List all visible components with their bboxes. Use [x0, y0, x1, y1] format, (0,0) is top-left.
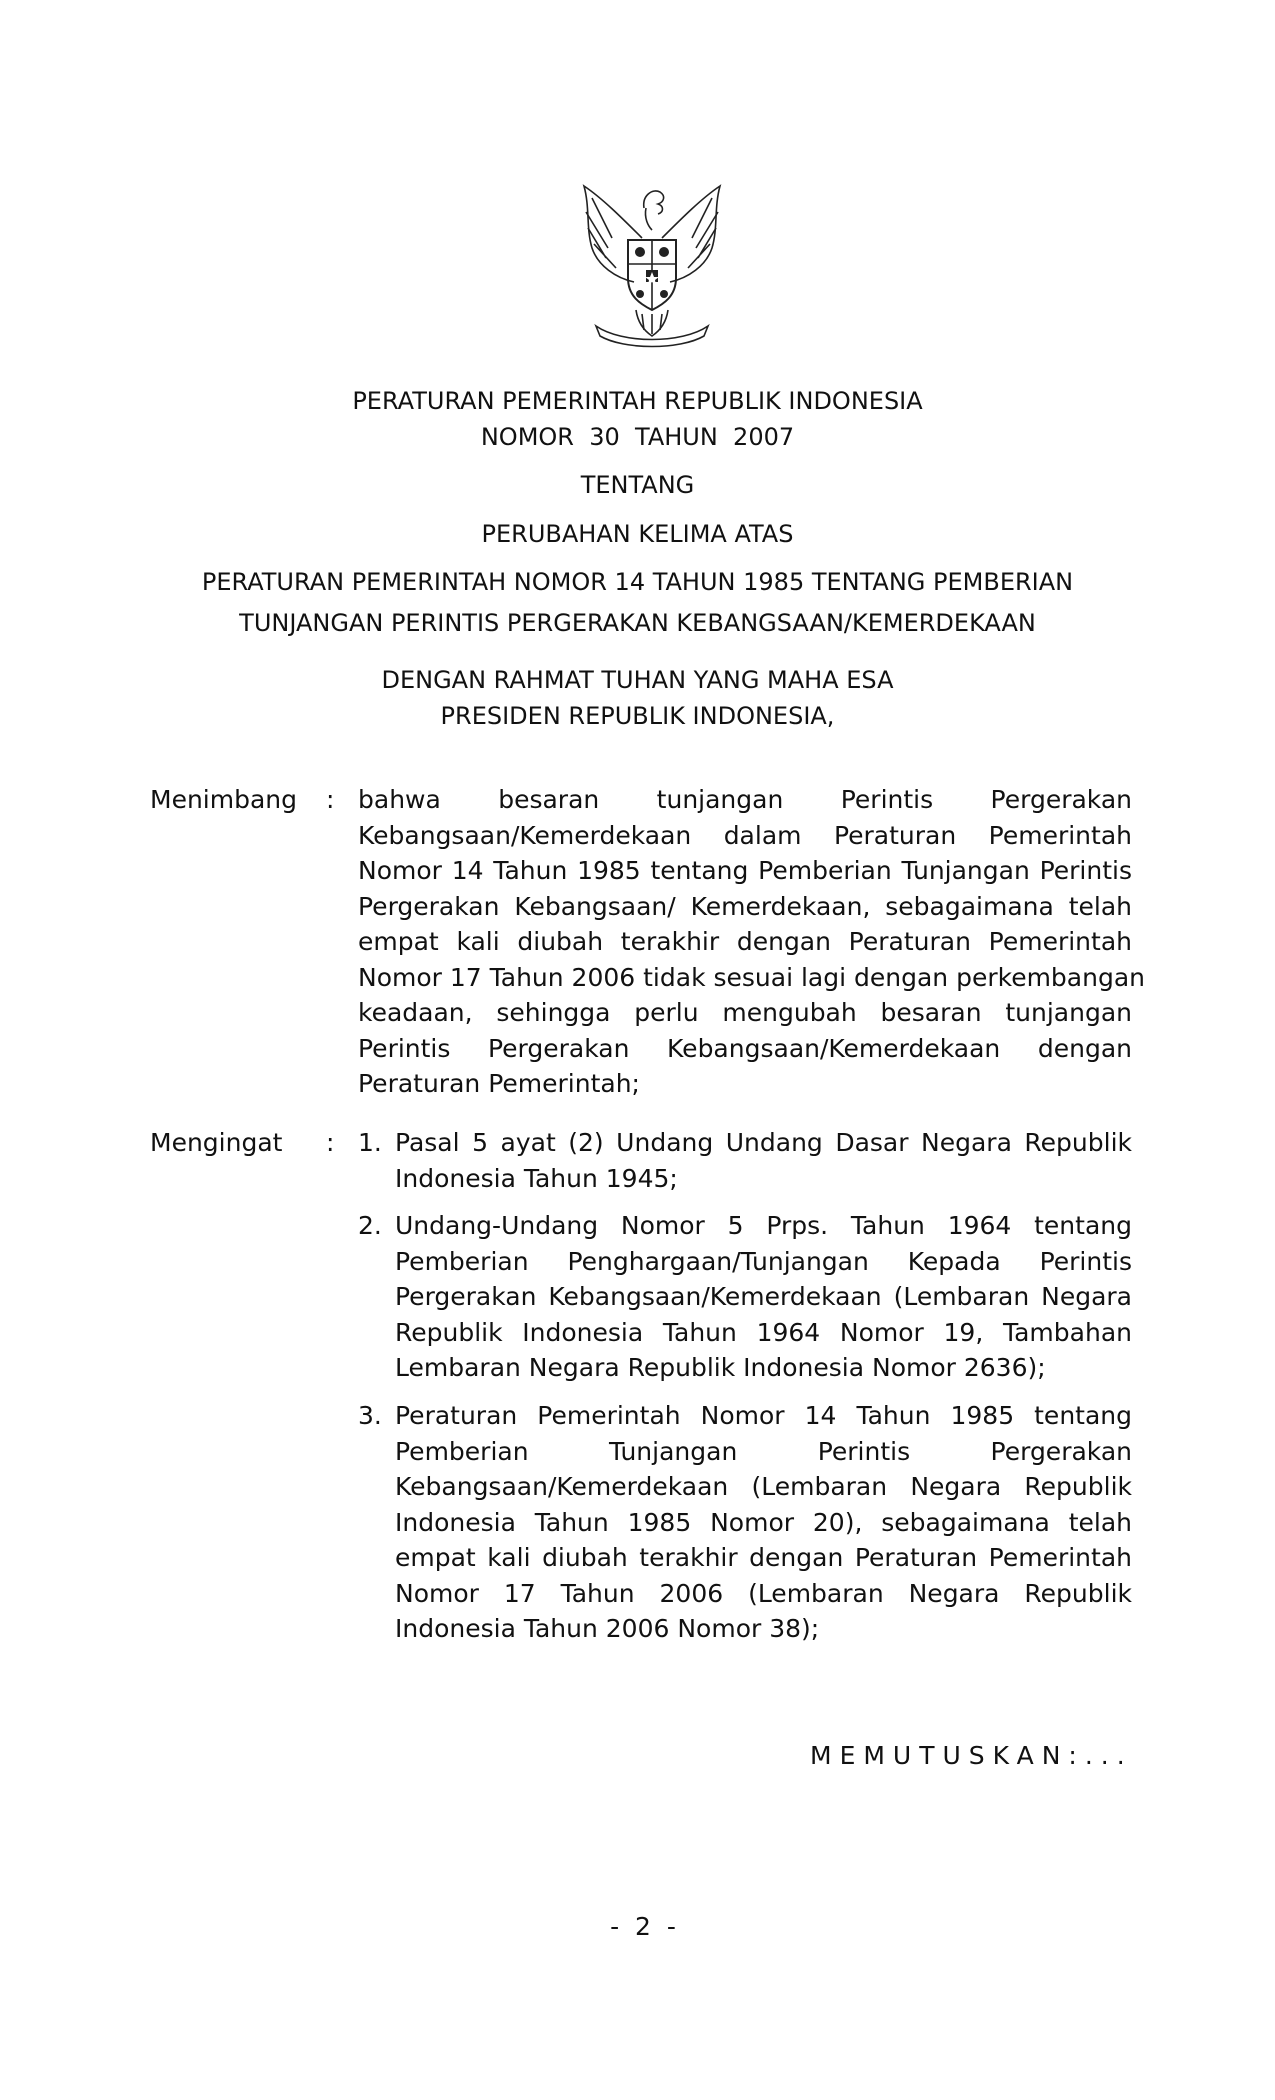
mengingat-colon: : [326, 1128, 335, 1157]
mengingat-item-3-text [395, 1398, 1132, 1647]
mengingat-item-line: Indonesia Tahun 1945; [395, 1163, 678, 1193]
menimbang-line: Kebangsaan/Kemerdekaan dalam Peraturan Pemerintah [358, 820, 1132, 850]
menimbang-line: Peraturan Pemerintah; [358, 1069, 640, 1098]
heading-line-2: NOMOR 30 TAHUN 2007 [480, 423, 795, 451]
mengingat-item-line: Peraturan Pemerintah Nomor 14 Tahun 1985 tentang [395, 1401, 1132, 1430]
mengingat-item-line: empat kali diubah terakhir dengan Peraturan Pemerintah [395, 1543, 1132, 1572]
mengingat-item-line: Kebangsaan/Kemerdekaan (Lembaran Negara Republik [395, 1472, 1132, 1501]
mengingat-item-line: Pemberian Penghargaan/Tunjangan Kepada Perintis [395, 1246, 1132, 1276]
mengingat-item-2-number: 2. [358, 1211, 382, 1240]
heading-perubahan [150, 516, 1125, 552]
mengingat-item-line: Indonesia Tahun 2006 Nomor 38); [395, 1614, 820, 1643]
heading-line-8: PRESIDEN REPUBLIK INDONESIA, [440, 702, 835, 730]
menimbang-line: empat kali diubah terakhir dengan Peraturan Pemerintah [358, 927, 1132, 956]
heading-line-3: TENTANG [580, 471, 695, 499]
mengingat-label: Mengingat [150, 1128, 283, 1157]
menimbang-line: keadaan, sehingga perlu mengubah besaran tunjangan [358, 998, 1132, 1027]
mengingat-item-line: Indonesia Tahun 1985 Nomor 20), sebagaimana telah [395, 1507, 1132, 1537]
menimbang-line: Nomor 17 Tahun 2006 tidak sesuai lagi dengan perkembangan [358, 962, 1145, 992]
mengingat-item-line: Pasal 5 ayat (2) Undang Undang Dasar Negara Republik [395, 1128, 1132, 1157]
heading-tentang [150, 467, 1125, 503]
mengingat-item-3-number: 3. [358, 1401, 382, 1430]
mengingat-item-line: Pergerakan Kebangsaan/Kemerdekaan (Lembaran Negara [395, 1282, 1132, 1311]
mengingat-item-line: Pemberian Tunjangan Perintis Pergerakan [395, 1436, 1132, 1466]
menimbang-line: Nomor 14 Tahun 1985 tentang Pemberian Tunjangan Perintis [358, 856, 1132, 885]
heading-line-6: TUNJANGAN PERINTIS PERGERAKAN KEBANGSAAN/KEMERDEKAAN [239, 609, 1036, 637]
mengingat-item-2-text [395, 1208, 1132, 1386]
next-page-reference: MEMUTUSKAN:... [810, 1741, 1133, 1770]
page-number: - 2 - [610, 1912, 680, 1941]
heading-subject [150, 564, 1125, 641]
mengingat-item-line: Nomor 17 Tahun 2006 (Lembaran Negara Republik [395, 1578, 1132, 1608]
heading-preamble [150, 662, 1125, 734]
heading-line-4: PERUBAHAN KELIMA ATAS [481, 520, 794, 548]
menimbang-text [358, 782, 1145, 1102]
garuda-emblem-icon [572, 178, 732, 348]
mengingat-item-1-number: 1. [358, 1128, 382, 1157]
menimbang-colon: : [326, 785, 335, 814]
heading-line-1: PERATURAN PEMERINTAH REPUBLIK INDONESIA [352, 387, 923, 415]
menimbang-label: Menimbang [150, 785, 297, 814]
mengingat-item-line: Republik Indonesia Tahun 1964 Nomor 19, Tambahan [395, 1317, 1132, 1347]
title-block [150, 383, 1125, 455]
mengingat-item-1-text [395, 1125, 1132, 1196]
menimbang-line: Perintis Pergerakan Kebangsaan/Kemerdekaan dengan [358, 1033, 1132, 1063]
mengingat-item-line: Lembaran Negara Republik Indonesia Nomor 2636); [395, 1353, 1046, 1382]
menimbang-line: bahwa besaran tunjangan Perintis Pergerakan [358, 785, 1132, 814]
menimbang-line: Pergerakan Kebangsaan/ Kemerdekaan, sebagaimana telah [358, 891, 1132, 921]
heading-line-5: PERATURAN PEMERINTAH NOMOR 14 TAHUN 1985 TENTANG PEMBERIAN [201, 568, 1074, 596]
heading-line-7: DENGAN RAHMAT TUHAN YANG MAHA ESA [381, 666, 894, 694]
mengingat-item-line: Undang-Undang Nomor 5 Prps. Tahun 1964 tentang [395, 1211, 1132, 1240]
